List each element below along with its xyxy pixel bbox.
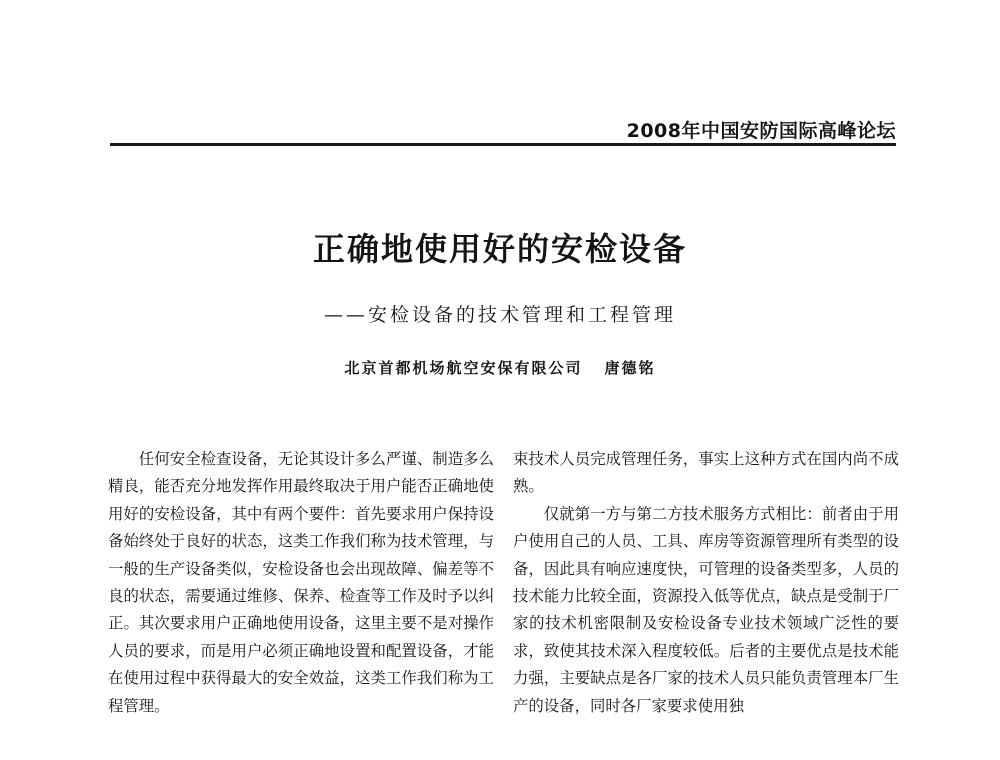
article-title: 正确地使用好的安检设备	[312, 230, 687, 268]
header-rule	[110, 143, 896, 146]
right-column	[513, 446, 899, 720]
article-subtitle: ——安检设备的技术管理和工程管理	[323, 304, 676, 326]
author-affiliation: 北京首都机场航空安保有限公司	[344, 359, 583, 377]
author-line	[0, 357, 1000, 378]
left-column	[108, 446, 494, 720]
paragraph: 仅就第一方与第二方技术服务方式相比：前者由于用户使用自己的人员、工具、库房等资源管理所有类型的设备，因此具有响应速度快，可管理的设备类型多，人员的技术能力比较全面，资源投入低等优点，缺点是受制于厂家的技术机密限制及安检设备专业技术领域广泛性的要求，致使其技术深入程度较低。后者的主要优点是技术能力强，主要缺点是各厂家的技术人员只能负责管理本厂生产的设备，同时各厂家要求使用独	[513, 504, 899, 715]
author-name: 唐德铭	[604, 359, 656, 377]
paragraph: 任何安全检查设备，无论其设计多么严谨、制造多么精良，能否充分地发挥作用最终取决于用户能否正确地使用好的安检设备，其中有两个要件：首先要求用户保持设备始终处于良好的状态，这类工作我们称为技术管理，与一般的生产设备类似，安检设备也会出现故障、偏差等不良的状态，需要通过维修、保养、检查等工作及时予以纠正。其次要求用户正确地使用设备，这里主要不是对操作人员的要求，而是用户必须正确地设置和配置设备，才能在使用过程中获得最大的安全效益，这类工作我们称为工程管理。	[108, 450, 494, 715]
paragraph-continued: 束技术人员完成管理任务，事实上这种方式在国内尚不成熟。	[513, 450, 899, 496]
running-header: 2008年中国安防国际高峰论坛	[626, 120, 896, 142]
